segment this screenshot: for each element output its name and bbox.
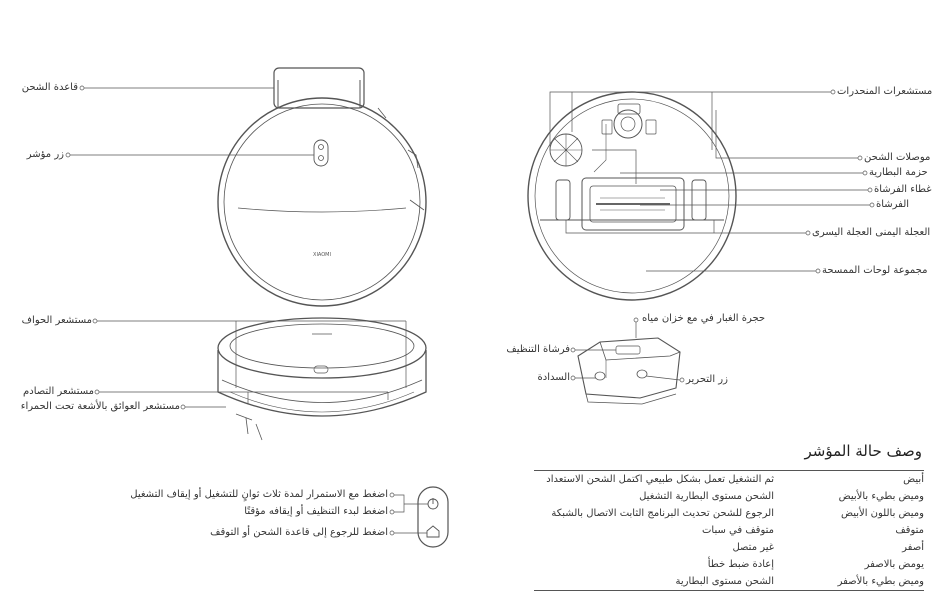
label-power-button: اضغط مع الاستمرار لمدة ثلاث ثوانٍ للتشغيل أو إيقاف التشغيل (130, 489, 388, 500)
desc-cell: الرجوع للشحن تحديث البرنامج الثابت الاتصال بالشبكة (551, 508, 774, 519)
table-row (534, 488, 924, 505)
dustbin-illustration (578, 338, 680, 404)
label-dustbin: حجرة الغبار في مع خزان مياه (642, 313, 766, 324)
label-indicator-button: زر مؤشر (26, 149, 64, 160)
label-cleaning-brush: فرشاة التنظيف (506, 344, 570, 355)
table-row (534, 573, 924, 590)
label-brush-cover: غطاء الفرشاة (874, 184, 932, 195)
desc-cell: ثم التشغيل تعمل بشكل طبيعي اكتمل الشحن الاستعداد (546, 474, 774, 485)
label-charging-contacts: موصلات الشحن (864, 152, 931, 163)
desc-cell: متوقف في سبات (701, 525, 774, 536)
leaders-top (66, 86, 314, 157)
top-view-robot (218, 68, 426, 306)
leaders-dustbin (571, 318, 684, 382)
status-cell: يومض بالاصفر (864, 559, 924, 570)
status-cell: وميض بطيء بالأبيض (838, 491, 924, 502)
indicator-status-table (534, 470, 924, 591)
label-home-button: اضغط للرجوع إلى قاعدة الشحن أو التوقف (210, 527, 388, 538)
label-battery-pack: حزمة البطارية (869, 167, 928, 178)
table-row (534, 471, 924, 488)
label-ir-obstacle-sensor: مستشعر العوائق بالأشعة تحت الحمراء (20, 401, 180, 412)
indicator-button-shape (314, 140, 328, 166)
status-cell: متوقف (895, 525, 924, 536)
desc-cell: الشحن مستوى البطارية (675, 576, 774, 587)
label-brush: الفرشاة (876, 199, 910, 210)
status-cell: وميض بطيء بالأصفر (837, 576, 924, 587)
button-panel (418, 487, 448, 547)
status-cell: وميض باللون الأبيض (840, 508, 924, 519)
label-wall-sensor: مستشعر الحواف (21, 315, 92, 326)
bottom-view-robot (528, 92, 736, 300)
label-mop-module: مجموعة لوحات الممسحة (822, 265, 928, 276)
label-cliff-sensors: مستشعرات المنحدرات (837, 86, 933, 97)
legend-title: وصف حالة المؤشر (804, 442, 922, 460)
label-wheels: العجلة اليمنى العجلة اليسرى (812, 227, 931, 238)
robot-top-body (218, 98, 426, 306)
label-collision-sensor: مستشعر التصادم (23, 386, 94, 397)
leaders-bottom (550, 90, 874, 273)
desc-cell: غير متصل (732, 542, 774, 553)
label-plug: السدادة (537, 372, 570, 383)
status-cell: أبيض (903, 474, 924, 485)
table-row (534, 539, 924, 556)
status-cell: أصفر (902, 542, 924, 553)
desc-cell: إعادة ضبط خطأ (707, 559, 774, 570)
table-row (534, 522, 924, 539)
label-charging-dock: قاعدة الشحن (21, 82, 78, 93)
desc-cell: الشحن مستوى البطارية التشغيل (639, 491, 774, 502)
table-row (534, 505, 924, 522)
leaders-buttons (390, 493, 428, 535)
table-row (534, 556, 924, 573)
brand-text: XIAOMI (313, 252, 331, 258)
label-clean-button: اضغط لبدء التنظيف أو إيقافه مؤقتًا (244, 506, 388, 517)
label-release-button: زر التحرير (686, 374, 728, 385)
side-view-robot (218, 318, 426, 440)
